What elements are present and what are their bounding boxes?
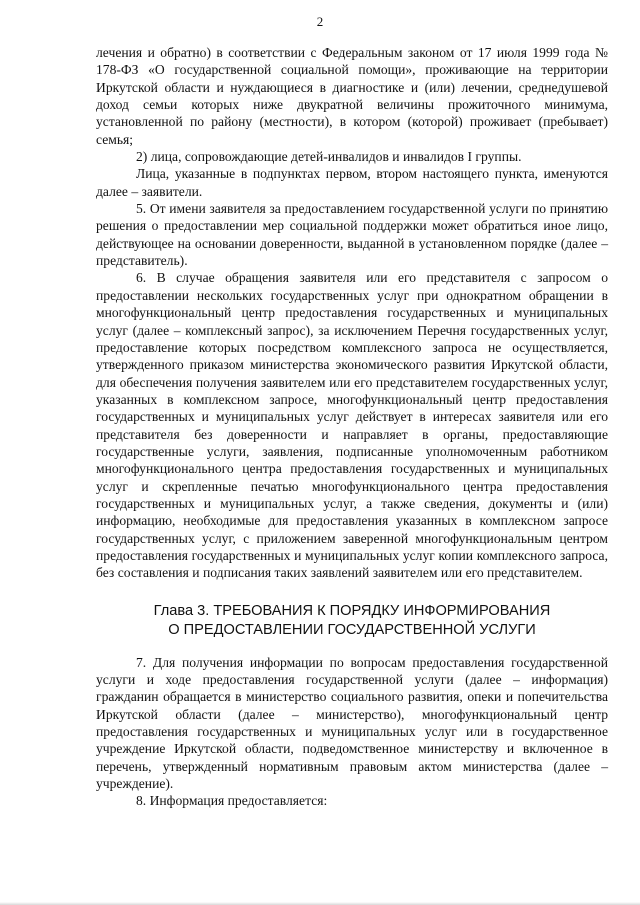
document-body — [96, 44, 608, 810]
paragraph-8: 8. Информация предоставляется: — [136, 793, 328, 809]
page-number: 2 — [316, 14, 324, 29]
paragraph-5: 5. От имени заявителя за предоставлением государственной услуги по принятию решения о предоставлении мер социальной поддержки может обратиться иное лицо, действующее на основании доверенности, выданной в установленном порядке (далее – представитель). — [96, 201, 608, 269]
chapter-heading-line-2: О ПРЕДОСТАВЛЕНИИ ГОСУДАРСТВЕННОЙ УСЛУГИ — [168, 621, 536, 638]
paragraph-item-2: 2) лица, сопровождающие детей-инвалидов и инвалидов I группы. — [136, 149, 522, 165]
chapter-heading — [96, 602, 608, 640]
paragraph-7: 7. Для получения информации по вопросам предоставления государственной услуги и ходе предоставления государственной услуги (далее – информация) гражданин обращается в министерство социального развития, опеки и попечительства Иркутской области (далее – министерство), многофункциональный центр предоставления государственных и муниципальных услуг или в государственное учреждение Иркутской области, подведомственное министерству и включенное в перечень, утвержденный нормативным правовым актом министерства (далее – учреждение). — [96, 654, 608, 792]
chapter-heading-line-1: Глава 3. ТРЕБОВАНИЯ К ПОРЯДКУ ИНФОРМИРОВАНИЯ — [153, 602, 551, 619]
paragraph-applicants: Лица, указанные в подпунктах первом, втором настоящего пункта, именуются далее – заявители. — [96, 166, 608, 199]
paragraph-continuation: лечения и обратно) в соответствии с Федеральным законом от 17 июля 1999 года № 178-ФЗ «О государственной социальной помощи», проживающие на территории Иркутской области и нуждающиеся в диагностике и (или) лечении, среднедушевой доход семьи которых ниже двукратной величины прожиточного минимума, установленной по району (местности), в котором (которой) проживает (пребывает) семья; — [96, 45, 608, 147]
paragraph-6: 6. В случае обращения заявителя или его представителя с запросом о предоставлении нескольких государственных услуг при однократном обращении в многофункциональный центр предоставления государственных и муниципальных услуг (далее – комплексный запрос), за исключением Перечня государственных услуг, предоставление которых посредством комплексного запроса не осуществляется, утвержденного приказом министерства экономического развития Иркутской области, для обеспечения получения заявителем или его представителем государственных услуг, указанных в комплексном запросе, многофункциональный центр предоставления государственных и муниципальных услуг действует в интересах заявителя или его представителя без доверенности и направляет в органы, предоставляющие государственные услуги, заявления, подписанные уполномоченным работником многофункционального центра предоставления государственных и муниципальных услуг и скрепленные печатью многофункционального центра предоставления государственных и муниципальных услуг, а также сведения, документы и (или) информацию, необходимые для предоставления указанных в комплексном запросе государственных услуг, с приложением заверенной многофункциональным центром предоставления государственных и муниципальных услуг копии комплексного запроса, без составления и подписания таких заявлений заявителем или его представителем. — [96, 270, 608, 581]
